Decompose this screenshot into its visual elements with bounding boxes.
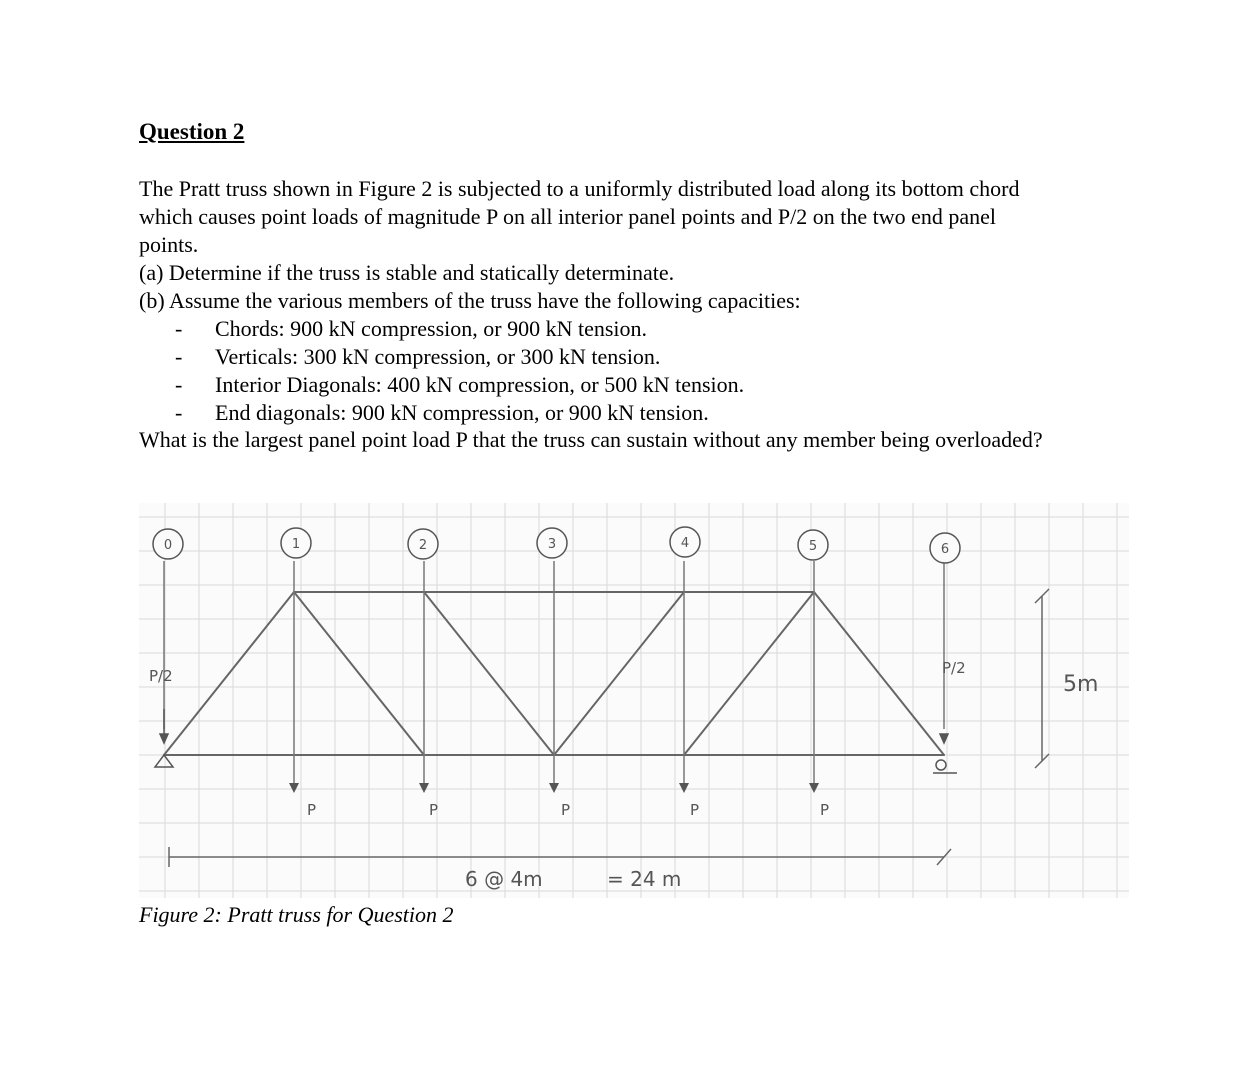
part-a: (a) Determine if the truss is stable and statically determinate. (139, 260, 675, 285)
question-intro (139, 175, 1149, 315)
intro-line-1: The Pratt truss shown in Figure 2 is subjected to a uniformly distributed load along its bottom chord (139, 176, 1020, 201)
node-label-2: 2 (418, 538, 428, 553)
interior-load-label: P (429, 801, 439, 819)
node-label-0: 0 (163, 538, 173, 553)
node-label-1: 1 (291, 537, 301, 552)
span-label-left: 6 @ 4m (465, 867, 543, 891)
interior-load-label: P (820, 801, 830, 819)
figure-caption: Figure 2: Pratt truss for Question 2 (139, 902, 454, 927)
capacity-item-verticals (139, 343, 744, 371)
final-question: What is the largest panel point load P that the truss can sustain without any member being overloaded? (139, 427, 1043, 452)
question-heading: Question 2 (139, 119, 245, 144)
node-label-4: 4 (680, 536, 690, 551)
capacity-text: Chords: 900 kN compression, or 900 kN tension. (215, 316, 648, 341)
end-load-label-right: P/2 (942, 659, 966, 677)
height-label: 5m (1063, 672, 1099, 697)
capacity-item-interior-diagonals (139, 371, 744, 399)
part-b: (b) Assume the various members of the truss have the following capacities: (139, 288, 801, 313)
bullet-dash: - (175, 344, 183, 369)
capacity-text: End diagonals: 900 kN compression, or 900 kN tension. (215, 400, 709, 425)
capacity-text: Interior Diagonals: 400 kN compression, or 500 kN tension. (215, 372, 745, 397)
node-label-3: 3 (547, 537, 557, 552)
bullet-dash: - (175, 372, 183, 397)
bullet-dash: - (175, 400, 183, 425)
interior-load-label: P (307, 801, 317, 819)
interior-load-label: P (690, 801, 700, 819)
end-load-label-left: P/2 (149, 667, 173, 685)
bullet-dash: - (175, 316, 183, 341)
intro-line-3: points. (139, 232, 199, 257)
truss-drawing (139, 503, 1129, 898)
node-label-5: 5 (808, 539, 818, 554)
capacity-item-chords (139, 315, 744, 343)
node-label-6: 6 (940, 542, 950, 557)
span-label-right: = 24 m (607, 867, 682, 891)
interior-load-label: P (561, 801, 571, 819)
truss-figure (139, 503, 1129, 903)
capacity-item-end-diagonals (139, 399, 744, 427)
intro-line-2: which causes point loads of magnitude P on all interior panel points and P/2 on the two end panel (139, 204, 997, 229)
capacity-text: Verticals: 300 kN compression, or 300 kN tension. (215, 344, 661, 369)
capacities-list (139, 315, 744, 427)
